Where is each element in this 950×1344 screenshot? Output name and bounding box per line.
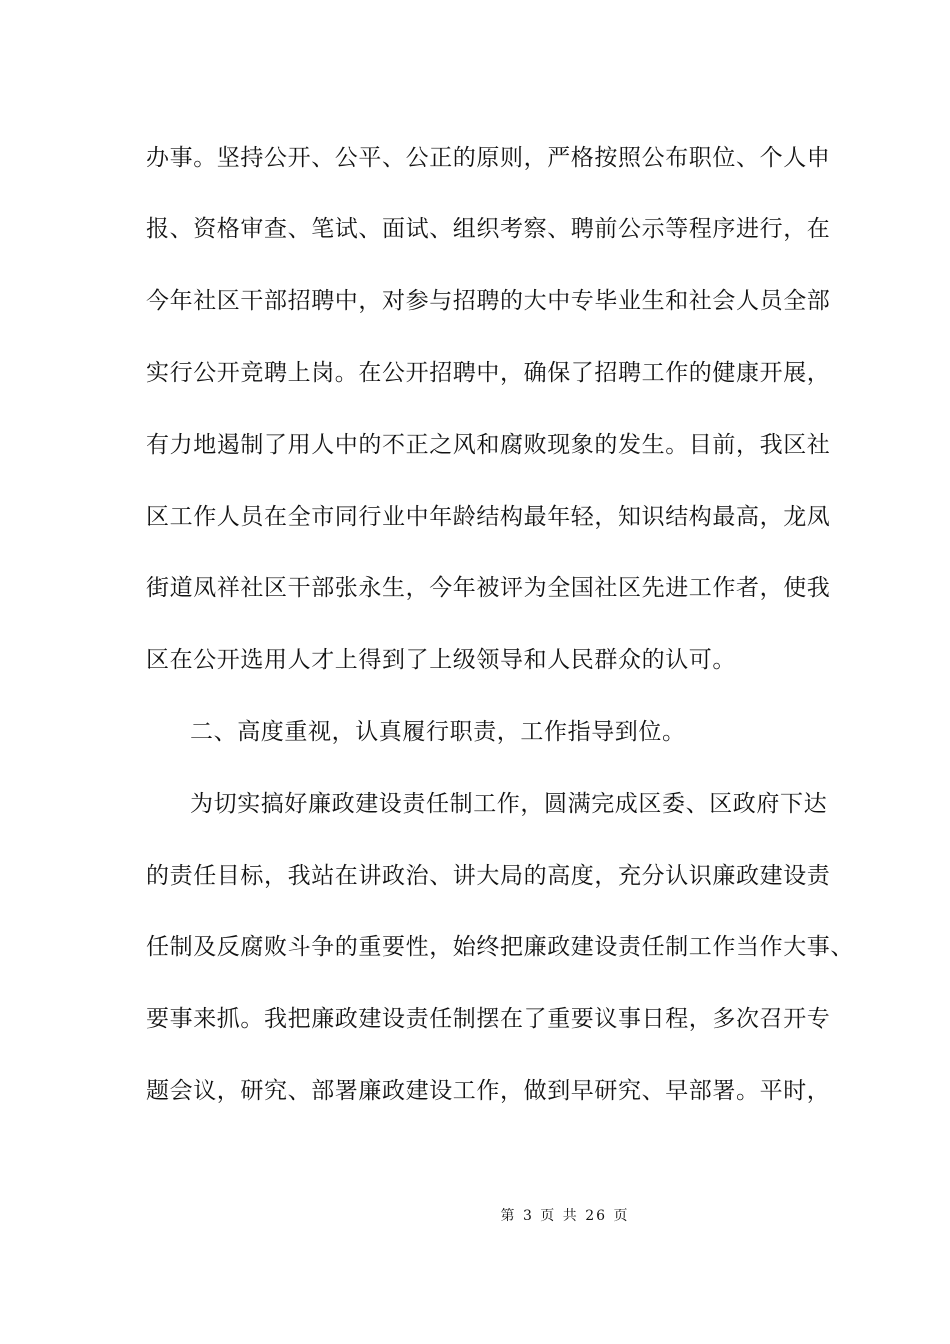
paragraph-line-12: 任制及反腐败斗争的重要性，始终把廉政建设责任制工作当作大事、 — [146, 934, 854, 960]
paragraph-line-11: 的责任目标，我站在讲政治、讲大局的高度，充分认识廉政建设责 — [146, 863, 831, 889]
paragraph-line-3: 今年社区干部招聘中，对参与招聘的大中专毕业生和社会人员全部 — [146, 288, 831, 314]
paragraph-line-14: 题会议，研究、部署廉政建设工作，做到早研究、早部署。平时， — [146, 1078, 831, 1104]
paragraph-line-5: 有力地遏制了用人中的不正之风和腐败现象的发生。目前，我区社 — [146, 432, 831, 458]
page-number-footer: 第 3 页 共 26 页 — [500, 1208, 630, 1224]
paragraph-line-6: 区工作人员在全市同行业中年龄结构最年轻，知识结构最高，龙凤 — [146, 504, 831, 530]
paragraph-line-10: 为切实搞好廉政建设责任制工作，圆满完成区委、区政府下达 — [190, 791, 828, 817]
paragraph-line-7: 街道凤祥社区干部张永生，今年被评为全国社区先进工作者，使我 — [146, 575, 831, 601]
paragraph-line-8: 区在公开选用人才上得到了上级领导和人民群众的认可。 — [146, 647, 736, 673]
paragraph-line-1: 办事。坚持公开、公平、公正的原则，严格按照公布职位、个人申 — [146, 145, 831, 171]
section-heading: 二、高度重视，认真履行职责，工作指导到位。 — [190, 719, 686, 745]
paragraph-line-13: 要事来抓。我把廉政建设责任制摆在了重要议事日程，多次召开专 — [146, 1006, 831, 1032]
paragraph-line-2: 报、资格审查、笔试、面试、组织考察、聘前公示等程序进行，在 — [146, 216, 831, 242]
paragraph-line-4: 实行公开竞聘上岗。在公开招聘中，确保了招聘工作的健康开展， — [146, 360, 831, 386]
